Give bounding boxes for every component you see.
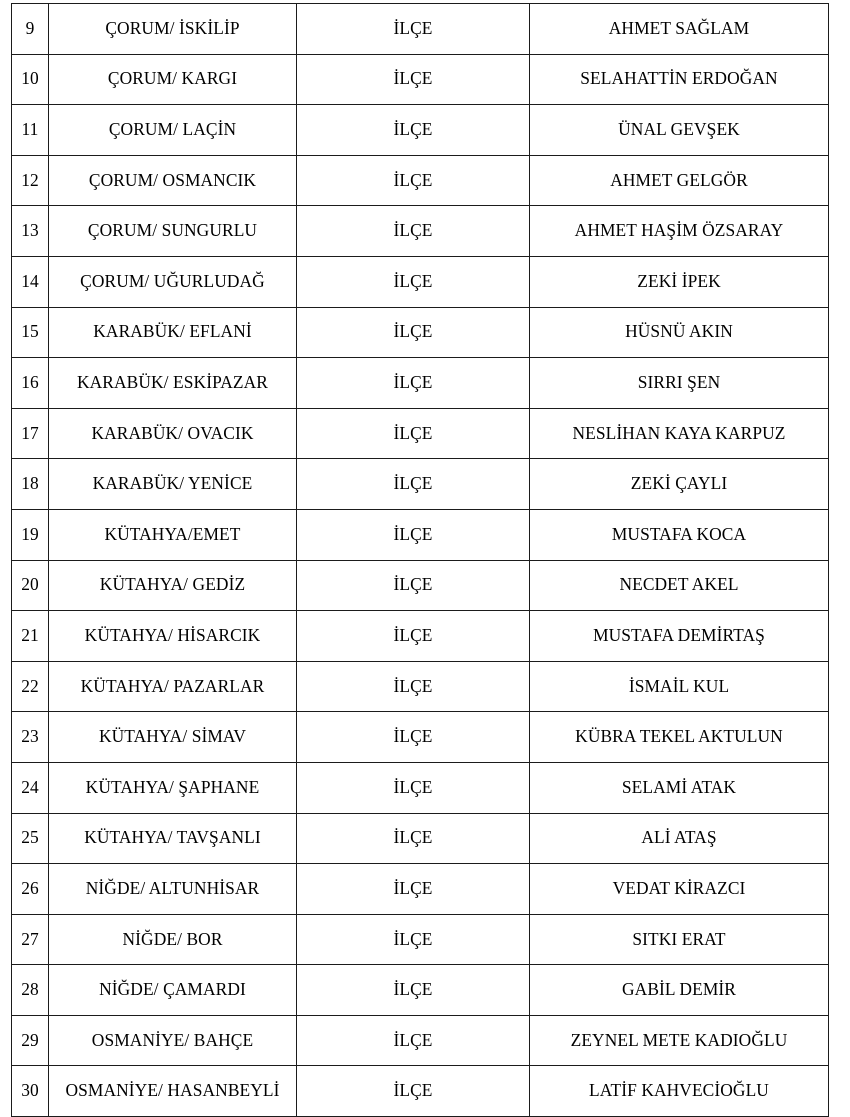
appointment-roster-table <box>11 3 829 1117</box>
location-cell: ÇORUM/ OSMANCIK <box>49 155 297 206</box>
row-number-cell: 22 <box>12 661 49 712</box>
location-cell: KARABÜK/ EFLANİ <box>49 307 297 358</box>
person-name-cell: MUSTAFA KOCA <box>530 509 829 560</box>
location-cell: ÇORUM/ UĞURLUDAĞ <box>49 256 297 307</box>
person-name-cell: ÜNAL GEVŞEK <box>530 105 829 156</box>
unit-type-cell: İLÇE <box>297 914 530 965</box>
table-row <box>12 4 829 55</box>
table-row <box>12 206 829 257</box>
table-row <box>12 509 829 560</box>
person-name-cell: NECDET AKEL <box>530 560 829 611</box>
unit-type-cell: İLÇE <box>297 762 530 813</box>
table-row <box>12 914 829 965</box>
table-row <box>12 1015 829 1066</box>
location-cell: NİĞDE/ ÇAMARDI <box>49 965 297 1016</box>
location-cell: KARABÜK/ OVACIK <box>49 408 297 459</box>
table-row <box>12 661 829 712</box>
location-cell: ÇORUM/ İSKİLİP <box>49 4 297 55</box>
location-cell: ÇORUM/ LAÇİN <box>49 105 297 156</box>
person-name-cell: SIRRI ŞEN <box>530 358 829 409</box>
row-number-cell: 25 <box>12 813 49 864</box>
location-cell: OSMANİYE/ HASANBEYLİ <box>49 1066 297 1117</box>
row-number-cell: 11 <box>12 105 49 156</box>
table-body <box>12 4 829 1117</box>
table-row <box>12 712 829 763</box>
unit-type-cell: İLÇE <box>297 256 530 307</box>
person-name-cell: GABİL DEMİR <box>530 965 829 1016</box>
unit-type-cell: İLÇE <box>297 1015 530 1066</box>
person-name-cell: AHMET GELGÖR <box>530 155 829 206</box>
unit-type-cell: İLÇE <box>297 459 530 510</box>
unit-type-cell: İLÇE <box>297 509 530 560</box>
location-cell: NİĞDE/ BOR <box>49 914 297 965</box>
location-cell: KARABÜK/ ESKİPAZAR <box>49 358 297 409</box>
location-cell: NİĞDE/ ALTUNHİSAR <box>49 864 297 915</box>
person-name-cell: HÜSNÜ AKIN <box>530 307 829 358</box>
table-row <box>12 155 829 206</box>
table-row <box>12 459 829 510</box>
row-number-cell: 21 <box>12 611 49 662</box>
table-row <box>12 611 829 662</box>
row-number-cell: 9 <box>12 4 49 55</box>
row-number-cell: 28 <box>12 965 49 1016</box>
row-number-cell: 19 <box>12 509 49 560</box>
row-number-cell: 16 <box>12 358 49 409</box>
unit-type-cell: İLÇE <box>297 105 530 156</box>
person-name-cell: AHMET SAĞLAM <box>530 4 829 55</box>
unit-type-cell: İLÇE <box>297 661 530 712</box>
location-cell: ÇORUM/ SUNGURLU <box>49 206 297 257</box>
table-row <box>12 307 829 358</box>
row-number-cell: 17 <box>12 408 49 459</box>
person-name-cell: MUSTAFA DEMİRTAŞ <box>530 611 829 662</box>
table-row <box>12 965 829 1016</box>
row-number-cell: 15 <box>12 307 49 358</box>
table-row <box>12 762 829 813</box>
person-name-cell: LATİF KAHVECİOĞLU <box>530 1066 829 1117</box>
location-cell: ÇORUM/ KARGI <box>49 54 297 105</box>
unit-type-cell: İLÇE <box>297 54 530 105</box>
row-number-cell: 20 <box>12 560 49 611</box>
person-name-cell: İSMAİL KUL <box>530 661 829 712</box>
location-cell: KÜTAHYA/ ŞAPHANE <box>49 762 297 813</box>
table-row <box>12 358 829 409</box>
unit-type-cell: İLÇE <box>297 358 530 409</box>
table-row <box>12 408 829 459</box>
location-cell: KÜTAHYA/ GEDİZ <box>49 560 297 611</box>
unit-type-cell: İLÇE <box>297 712 530 763</box>
location-cell: KÜTAHYA/ TAVŞANLI <box>49 813 297 864</box>
person-name-cell: SITKI ERAT <box>530 914 829 965</box>
unit-type-cell: İLÇE <box>297 206 530 257</box>
person-name-cell: VEDAT KİRAZCI <box>530 864 829 915</box>
unit-type-cell: İLÇE <box>297 155 530 206</box>
unit-type-cell: İLÇE <box>297 1066 530 1117</box>
location-cell: KÜTAHYA/ SİMAV <box>49 712 297 763</box>
person-name-cell: ALİ ATAŞ <box>530 813 829 864</box>
unit-type-cell: İLÇE <box>297 4 530 55</box>
row-number-cell: 14 <box>12 256 49 307</box>
unit-type-cell: İLÇE <box>297 813 530 864</box>
person-name-cell: SELAHATTİN ERDOĞAN <box>530 54 829 105</box>
row-number-cell: 10 <box>12 54 49 105</box>
person-name-cell: ZEYNEL METE KADIOĞLU <box>530 1015 829 1066</box>
row-number-cell: 18 <box>12 459 49 510</box>
table-row <box>12 813 829 864</box>
person-name-cell: ZEKİ İPEK <box>530 256 829 307</box>
row-number-cell: 29 <box>12 1015 49 1066</box>
unit-type-cell: İLÇE <box>297 611 530 662</box>
person-name-cell: ZEKİ ÇAYLI <box>530 459 829 510</box>
row-number-cell: 24 <box>12 762 49 813</box>
row-number-cell: 26 <box>12 864 49 915</box>
unit-type-cell: İLÇE <box>297 408 530 459</box>
row-number-cell: 23 <box>12 712 49 763</box>
table-row <box>12 864 829 915</box>
row-number-cell: 27 <box>12 914 49 965</box>
person-name-cell: NESLİHAN KAYA KARPUZ <box>530 408 829 459</box>
location-cell: KÜTAHYA/ PAZARLAR <box>49 661 297 712</box>
row-number-cell: 30 <box>12 1066 49 1117</box>
location-cell: KÜTAHYA/EMET <box>49 509 297 560</box>
location-cell: KARABÜK/ YENİCE <box>49 459 297 510</box>
table-row <box>12 256 829 307</box>
table-row <box>12 54 829 105</box>
row-number-cell: 13 <box>12 206 49 257</box>
unit-type-cell: İLÇE <box>297 965 530 1016</box>
person-name-cell: AHMET HAŞİM ÖZSARAY <box>530 206 829 257</box>
unit-type-cell: İLÇE <box>297 560 530 611</box>
row-number-cell: 12 <box>12 155 49 206</box>
location-cell: OSMANİYE/ BAHÇE <box>49 1015 297 1066</box>
table-row <box>12 560 829 611</box>
table-row <box>12 1066 829 1117</box>
unit-type-cell: İLÇE <box>297 864 530 915</box>
table-row <box>12 105 829 156</box>
person-name-cell: KÜBRA TEKEL AKTULUN <box>530 712 829 763</box>
location-cell: KÜTAHYA/ HİSARCIK <box>49 611 297 662</box>
person-name-cell: SELAMİ ATAK <box>530 762 829 813</box>
unit-type-cell: İLÇE <box>297 307 530 358</box>
